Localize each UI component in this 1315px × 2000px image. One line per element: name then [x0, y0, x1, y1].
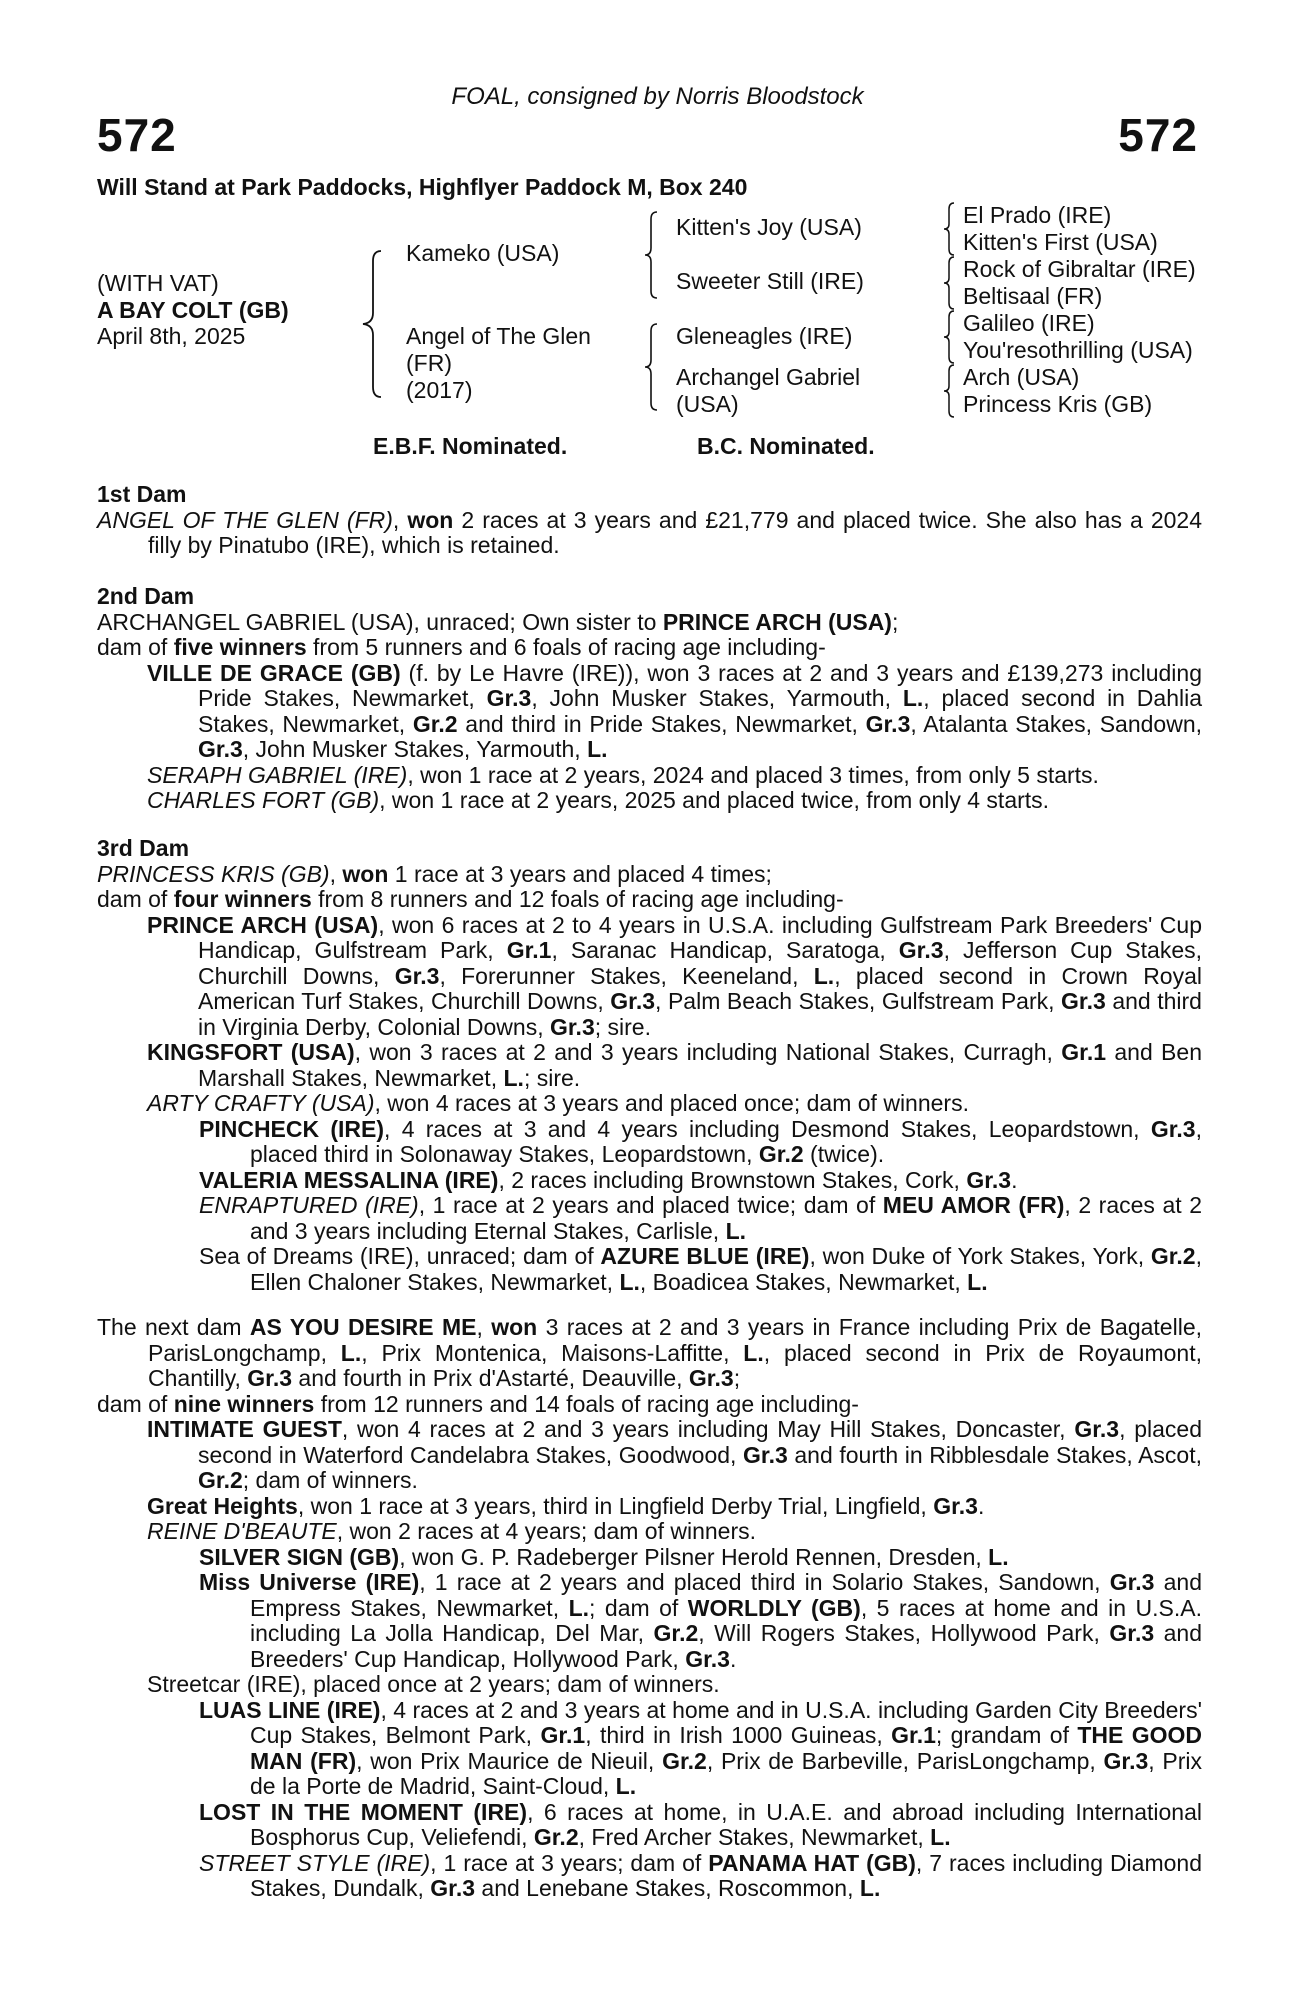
text-run: Gr.1: [506, 937, 552, 963]
text-run: INTIMATE GUEST: [147, 1416, 342, 1442]
text-run: and third in Pride Stakes, Newmarket,: [457, 710, 866, 737]
text-run: , 1 race at 3 years; dam of: [430, 1849, 709, 1876]
pedigree-brace-icon: [355, 249, 385, 399]
text-run: , won 6 races at 2 to 4 years in U.S.A. including Gulfstream Park Breeders' Cup Handicap, Gulfstream Park,: [198, 911, 1203, 963]
text-run: , 6 races at home, in U.A.E. and abroad including International Bosphorus Cup, Veliefendi,: [250, 1798, 1202, 1850]
text-run: L.: [619, 1268, 640, 1295]
pincheck-entry: [97, 1117, 1202, 1168]
text-run: , Prix de la Porte de Madrid, Saint-Cloud,: [250, 1747, 1203, 1799]
gen3-ddd: Princess Kris (GB): [963, 391, 1153, 417]
text-run: , 1 race at 2 years and placed twice; dam of: [418, 1192, 883, 1218]
text-run: Gr.3: [743, 1441, 788, 1468]
text-run: Gr.3: [966, 1166, 1012, 1193]
text-run: REINE D'BEAUTE: [147, 1518, 337, 1544]
text-run: from 12 runners and 14 foals of racing age including-: [314, 1390, 859, 1417]
lot-number-left: 572: [97, 109, 177, 161]
text-run: ; grandam of: [935, 1722, 1078, 1748]
text-run: and Ben Marshall Stakes, Newmarket,: [198, 1039, 1202, 1091]
text-run: Miss Universe (IRE): [199, 1569, 420, 1595]
text-run: Gr.3: [1103, 1747, 1149, 1774]
text-run: PINCHECK (IRE): [199, 1115, 385, 1142]
stand-location: Will Stand at Park Paddocks, Highflyer Paddock M, Box 240: [97, 174, 748, 200]
text-run: Gr.2: [533, 1824, 579, 1850]
third-dam-heading: 3rd Dam: [97, 835, 190, 861]
sea-of-dreams-entry: [97, 1244, 1202, 1295]
prince-arch-entry: [97, 913, 1202, 1041]
text-run: SILVER SIGN (GB): [199, 1543, 400, 1570]
text-run: Gr.3: [486, 685, 532, 711]
text-run: L.: [743, 1339, 764, 1366]
text-run: Gr.2: [1150, 1243, 1196, 1269]
next-dam-line2: [97, 1392, 1202, 1418]
text-run: (f. by Le Havre (IRE)), won 3 races at 2 and 3 years and £139,273 including Pride Stakes, Newmarket,: [198, 659, 1202, 711]
text-run: Gr.3: [933, 1492, 978, 1519]
text-run: THE GOOD MAN (FR): [250, 1722, 1202, 1774]
text-run: , John Musker Stakes, Yarmouth,: [242, 736, 588, 762]
text-run: CHARLES FORT (GB): [147, 787, 380, 813]
text-run: Sea of Dreams (IRE), unraced; dam of: [199, 1243, 601, 1269]
text-run: Gr.3: [688, 1365, 734, 1391]
text-run: .: [729, 1645, 737, 1672]
text-run: , 2 races at 2 and 3 years including Eternal Stakes, Carlisle,: [250, 1192, 1202, 1244]
text-run: , won 4 races at 3 years and placed once; dam of winners.: [374, 1090, 969, 1116]
gen3-brace-3-icon: [940, 309, 956, 365]
text-run: Gr.3: [685, 1645, 730, 1672]
text-run: Gr.3: [247, 1365, 293, 1391]
text-run: won: [491, 1314, 538, 1340]
text-run: , placed second in Waterford Candelabra Stakes, Goodwood,: [198, 1416, 1203, 1468]
arty-crafty-entry: [97, 1091, 1202, 1117]
lot-number-right: 572: [1118, 109, 1198, 161]
great-heights-entry: [97, 1494, 1202, 1520]
text-run: from 8 runners and 12 foals of racing age including-: [311, 886, 844, 912]
dam-country: (FR): [406, 350, 452, 376]
sire: Kameko (USA): [406, 240, 560, 266]
gen3-brace-1-icon: [940, 201, 956, 257]
second-dam-line1: [97, 610, 1202, 636]
first-dam-name: ANGEL OF THE GLEN (FR): [97, 506, 393, 533]
text-run: PANAMA HAT (GB): [708, 1849, 916, 1876]
foaling-date: April 8th, 2025: [97, 323, 246, 349]
text-run: .: [977, 1492, 985, 1519]
third-dam-section: [97, 836, 1202, 1295]
dam-dam-country: (USA): [676, 391, 739, 417]
dam-dam: Archangel Gabriel: [676, 364, 861, 390]
streetcar-entry: [97, 1672, 1202, 1698]
text-run: Gr.2: [412, 710, 458, 737]
text-run: WORLDLY (GB): [687, 1594, 861, 1621]
first-dam-won: won: [407, 506, 454, 533]
text-run: , third in Irish 1000 Guineas,: [585, 1722, 892, 1748]
text-run: , 4 races at 2 and 3 years at home and in U.S.A. including Garden City Breeders' Cup Stakes, Belmont Park,: [250, 1696, 1202, 1748]
text-run: , Ellen Chaloner Stakes, Newmarket,: [250, 1243, 1202, 1295]
text-run: ;: [733, 1365, 741, 1391]
text-run: , won 4 races at 2 and 3 years including May Hill Stakes, Doncaster,: [341, 1416, 1075, 1442]
text-run: 1 race at 3 years and placed 4 times;: [388, 860, 772, 887]
text-run: four winners: [173, 886, 312, 912]
text-run: ; dam of: [589, 1594, 688, 1621]
gen3-brace-2-icon: [940, 255, 956, 311]
text-run: , 1 race at 2 years and placed third in Solario Stakes, Sandown,: [419, 1569, 1110, 1595]
seraph-gabriel-entry: [97, 763, 1202, 789]
text-run: , won 1 race at 3 years, third in Lingfield Derby Trial, Lingfield,: [297, 1492, 934, 1519]
text-run: L.: [615, 1773, 637, 1799]
text-run: Gr.2: [758, 1141, 804, 1167]
text-run: L.: [340, 1339, 362, 1366]
text-run: Gr.1: [891, 1722, 936, 1748]
text-run: and third in Virginia Derby, Colonial Downs,: [198, 988, 1202, 1040]
text-run: , placed second in Crown Royal American Turf Stakes, Churchill Downs,: [198, 962, 1202, 1014]
gen3-brace-4-icon: [940, 363, 956, 419]
kingsfort-entry: [97, 1040, 1202, 1091]
text-run: dam of: [97, 1390, 174, 1417]
text-run: , won 2 races at 4 years; dam of winners.: [336, 1518, 757, 1544]
text-run: and Breeders' Cup Handicap, Hollywood Park,: [250, 1620, 1203, 1672]
text-run: Gr.3: [610, 988, 656, 1014]
text-run: , 5 races at home and in U.S.A. including La Jolla Handicap, Del Mar,: [250, 1594, 1203, 1646]
consignment-line: FOAL, consigned by Norris Bloodstock: [451, 83, 864, 110]
text-run: , Forerunner Stakes, Keeneland,: [439, 962, 814, 989]
text-run: ARTY CRAFTY (USA): [147, 1090, 375, 1116]
third-dam-line1: [97, 862, 1202, 888]
gen3-dds: Arch (USA): [963, 364, 1080, 390]
text-run: L.: [930, 1824, 951, 1850]
bc-nominated: B.C. Nominated.: [697, 433, 875, 459]
text-run: L.: [587, 736, 608, 762]
text-run: Great Heights: [147, 1492, 298, 1519]
ebf-nominated: E.B.F. Nominated.: [373, 433, 568, 459]
text-run: STREET STYLE (IRE): [199, 1849, 431, 1876]
text-run: .: [1011, 1166, 1018, 1193]
text-run: Gr.3: [898, 937, 944, 963]
valeria-messalina-entry: [97, 1168, 1202, 1194]
text-run: ENRAPTURED (IRE): [199, 1192, 419, 1218]
text-run: LOST IN THE MOMENT (IRE): [199, 1798, 528, 1825]
street-style-entry: [97, 1851, 1202, 1902]
text-run: , won 3 races at 2 and 3 years including National Stakes, Curragh,: [354, 1039, 1062, 1065]
text-run: KINGSFORT (USA): [147, 1039, 355, 1065]
text-run: Gr.3: [1109, 1620, 1155, 1646]
text-run: dam of: [97, 886, 174, 912]
vat-note: (WITH VAT): [97, 270, 219, 296]
text-run: ; dam of winners.: [242, 1467, 418, 1493]
text-run: , won G. P. Radeberger Pilsner Herold Rennen, Dresden,: [399, 1543, 989, 1570]
intimate-guest-entry: [97, 1417, 1202, 1494]
text-run: PRINCESS KRIS (GB): [97, 860, 330, 887]
second-dam-line2: [97, 635, 1202, 661]
second-dam-heading: 2nd Dam: [97, 583, 195, 609]
text-run: Gr.3: [1061, 988, 1106, 1014]
gen3-sds: Rock of Gibraltar (IRE): [963, 256, 1196, 282]
gen3-dss: Galileo (IRE): [963, 310, 1095, 336]
text-run: , won 1 race at 2 years, 2024 and placed 3 times, from only 5 starts.: [407, 761, 1099, 788]
text-run: L.: [967, 1268, 988, 1295]
text-run: ,: [329, 860, 343, 887]
gen3-sss: El Prado (IRE): [963, 202, 1112, 228]
text-run: AZURE BLUE (IRE): [600, 1243, 810, 1269]
text-run: Gr.3: [549, 1013, 595, 1040]
first-dam-heading: 1st Dam: [97, 481, 187, 507]
first-dam-section: [97, 482, 1202, 559]
text-run: (twice).: [803, 1141, 885, 1167]
text-run: Gr.2: [662, 1747, 707, 1774]
ville-de-grace-entry: [97, 661, 1202, 763]
text-run: Gr.1: [1061, 1039, 1107, 1065]
text-run: , won Duke of York Stakes, York,: [809, 1243, 1151, 1269]
text-run: Gr.3: [198, 736, 243, 762]
gen3-ssd: Kitten's First (USA): [963, 229, 1158, 255]
next-dam-line1: [97, 1315, 1202, 1392]
text-run: and fourth in Ribblesdale Stakes, Ascot,: [787, 1441, 1202, 1468]
text-run: LUAS LINE (IRE): [199, 1696, 381, 1723]
text-run: , Prix de Barbeville, ParisLongchamp,: [706, 1747, 1104, 1774]
gen3-dsd: You'resothrilling (USA): [963, 337, 1193, 363]
text-run: , placed second in Dahlia Stakes, Newmarket,: [198, 685, 1202, 737]
text-run: and fourth in Prix d'Astarté, Deauville,: [292, 1365, 689, 1391]
text-run: Gr.3: [1074, 1416, 1120, 1442]
text-run: , Fred Archer Stakes, Newmarket,: [578, 1824, 931, 1850]
text-run: L.: [725, 1217, 747, 1244]
enraptured-entry: [97, 1193, 1202, 1244]
text-run: won: [342, 860, 389, 887]
gen3-sdd: Beltisaal (FR): [963, 283, 1103, 309]
text-run: , John Musker Stakes, Yarmouth,: [531, 685, 903, 711]
text-run: The next dam: [97, 1314, 250, 1340]
text-run: Gr.3: [394, 962, 440, 989]
text-run: , 4 races at 3 and 4 years including Desmond Stakes, Leopardstown,: [384, 1115, 1151, 1142]
text-run: dam of: [97, 634, 174, 660]
text-run: 3 races at 2 and 3 years in France including Prix de Bagatelle, ParisLongchamp,: [148, 1314, 1202, 1366]
reine-dbeaute-entry: [97, 1519, 1202, 1545]
text-run: , Saranac Handicap, Saratoga,: [551, 937, 899, 963]
first-dam-text: ANGEL OF THE GLEN (FR), won 2 races at 3 years and £21,779 and placed twice. She also has a 2024 filly by Pinatubo (IRE), which is retained.: [97, 506, 1202, 558]
dam-year: (2017): [406, 377, 473, 403]
text-run: Gr.3: [1109, 1569, 1155, 1595]
second-dam-section: [97, 584, 1202, 814]
dam-sire: Gleneagles (IRE): [676, 323, 853, 349]
text-run: AS YOU DESIRE ME: [249, 1314, 477, 1340]
text-run: , 7 races including Diamond Stakes, Dundalk,: [250, 1849, 1202, 1901]
sire-dam: Sweeter Still (IRE): [676, 268, 864, 294]
charles-fort-entry: [97, 788, 1202, 814]
text-run: L.: [988, 1543, 1009, 1570]
text-run: , Palm Beach Stakes, Gulfstream Park,: [655, 988, 1062, 1014]
text-run: L.: [859, 1875, 881, 1901]
text-run: ;: [891, 608, 899, 635]
text-run: PRINCE ARCH (USA): [662, 608, 892, 635]
next-dam-section: [97, 1315, 1202, 1902]
text-run: Gr.3: [865, 710, 911, 737]
text-run: PRINCE ARCH (USA): [147, 911, 379, 938]
text-run: , 2 races including Brownstown Stakes, Cork,: [498, 1166, 967, 1193]
third-dam-line2: [97, 887, 1202, 913]
text-run: VILLE DE GRACE (GB): [147, 659, 401, 686]
text-run: Gr.3: [1150, 1115, 1196, 1142]
first-dam-record: 2 races at 3 years and £21,779 and placed twice. She also has a 2024 filly by Pinatubo (IRE), which is retained.: [148, 506, 1202, 558]
text-run: five winners: [173, 634, 307, 660]
text-run: from 5 runners and 6 foals of racing age including-: [306, 634, 826, 660]
text-run: , won Prix Maurice de Nieuil,: [356, 1747, 663, 1774]
text-run: and Lenebane Stakes, Roscommon,: [475, 1875, 860, 1901]
silver-sign-entry: [97, 1545, 1202, 1571]
text-run: L.: [813, 962, 835, 989]
text-run: Gr.3: [430, 1875, 476, 1901]
text-run: , Prix Montenica, Maisons-Laffitte,: [361, 1339, 744, 1366]
text-run: , Jefferson Cup Stakes, Churchill Downs,: [198, 937, 1203, 989]
text-run: ; sire.: [523, 1064, 581, 1091]
text-run: L.: [568, 1594, 590, 1621]
text-run: , Boadicea Stakes, Newmarket,: [639, 1268, 968, 1295]
text-run: Gr.2: [653, 1620, 699, 1646]
text-run: Streetcar (IRE), placed once at 2 years; dam of winners.: [147, 1671, 720, 1697]
text-run: , Atalanta Stakes, Sandown,: [910, 710, 1202, 737]
text-run: ; sire.: [594, 1013, 651, 1040]
text-run: ,: [476, 1314, 492, 1340]
text-run: , placed third in Solonaway Stakes, Leopardstown,: [250, 1115, 1202, 1167]
sire-brace-icon: [640, 210, 660, 300]
text-run: Gr.1: [540, 1722, 586, 1748]
text-run: Gr.2: [198, 1467, 243, 1493]
lost-in-the-moment-entry: [97, 1800, 1202, 1851]
text-run: VALERIA MESSALINA (IRE): [199, 1166, 499, 1193]
text-run: L.: [503, 1064, 524, 1091]
text-run: and Empress Stakes, Newmarket,: [250, 1569, 1203, 1621]
dam-brace-icon: [640, 322, 660, 412]
text-run: nine winners: [173, 1390, 315, 1417]
text-run: , placed second in Prix de Royaumont, Chantilly,: [148, 1339, 1202, 1391]
text-run: MEU AMOR (FR): [882, 1192, 1065, 1218]
dam: Angel of The Glen: [406, 323, 591, 349]
horse-name: A BAY COLT (GB): [97, 297, 289, 323]
miss-universe-entry: [97, 1570, 1202, 1672]
luas-line-entry: [97, 1698, 1202, 1800]
text-run: L.: [902, 685, 924, 711]
text-run: SERAPH GABRIEL (IRE): [147, 761, 408, 788]
text-run: , Will Rogers Stakes, Hollywood Park,: [698, 1620, 1110, 1646]
text-run: , won 1 race at 2 years, 2025 and placed twice, from only 4 starts.: [379, 787, 1050, 813]
sire-sire: Kitten's Joy (USA): [676, 214, 862, 240]
text-run: ARCHANGEL GABRIEL (USA), unraced; Own sister to: [97, 608, 663, 635]
